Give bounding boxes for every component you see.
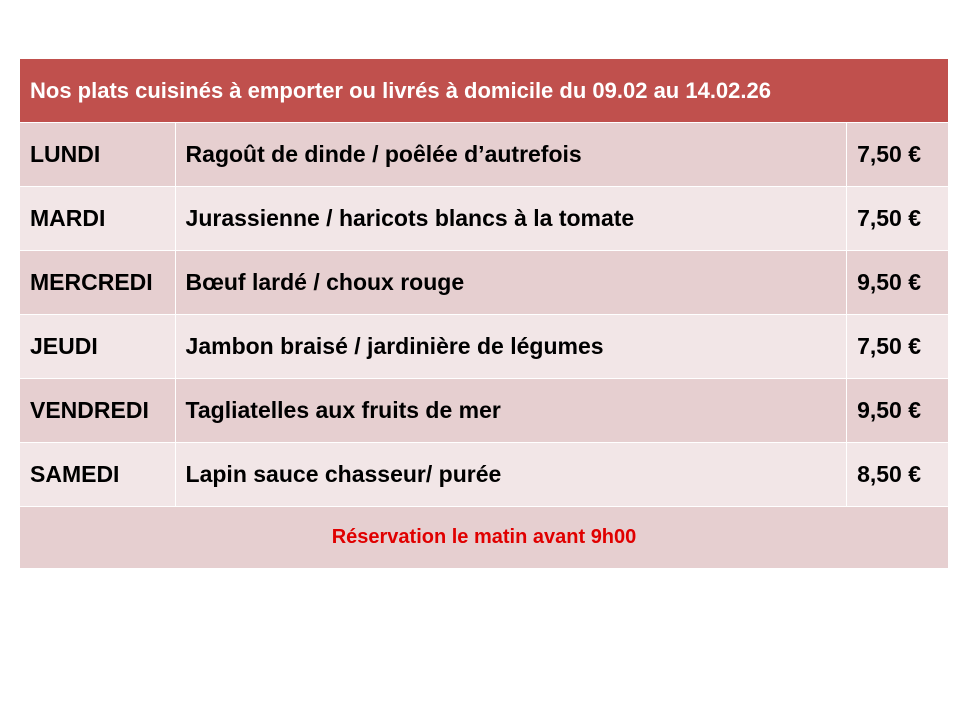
day-cell: MARDI [20,187,176,251]
day-cell: LUNDI [20,123,176,187]
table-row [20,187,949,251]
dish-cell: Jambon braisé / jardinière de légumes [175,315,847,379]
day-cell: VENDREDI [20,379,176,443]
price-cell: 7,50 € [847,315,949,379]
day-cell: SAMEDI [20,443,176,507]
price-cell: 7,50 € [847,123,949,187]
menu-footer-row [20,507,949,569]
dish-cell: Lapin sauce chasseur/ purée [175,443,847,507]
price-cell: 9,50 € [847,251,949,315]
price-cell: 9,50 € [847,379,949,443]
menu-title: Nos plats cuisinés à emporter ou livrés à domicile du 09.02 au 14.02.26 [20,59,949,123]
reservation-note: Réservation le matin avant 9h00 [20,507,949,569]
dish-cell: Jurassienne / haricots blancs à la tomate [175,187,847,251]
table-row [20,123,949,187]
dish-cell: Ragoût de dinde / poêlée d’autrefois [175,123,847,187]
price-cell: 7,50 € [847,187,949,251]
day-cell: MERCREDI [20,251,176,315]
menu-header-row [20,59,949,123]
table-row [20,379,949,443]
menu-table [19,58,949,569]
price-cell: 8,50 € [847,443,949,507]
dish-cell: Bœuf lardé / choux rouge [175,251,847,315]
day-cell: JEUDI [20,315,176,379]
table-row [20,443,949,507]
table-row [20,315,949,379]
table-row [20,251,949,315]
dish-cell: Tagliatelles aux fruits de mer [175,379,847,443]
